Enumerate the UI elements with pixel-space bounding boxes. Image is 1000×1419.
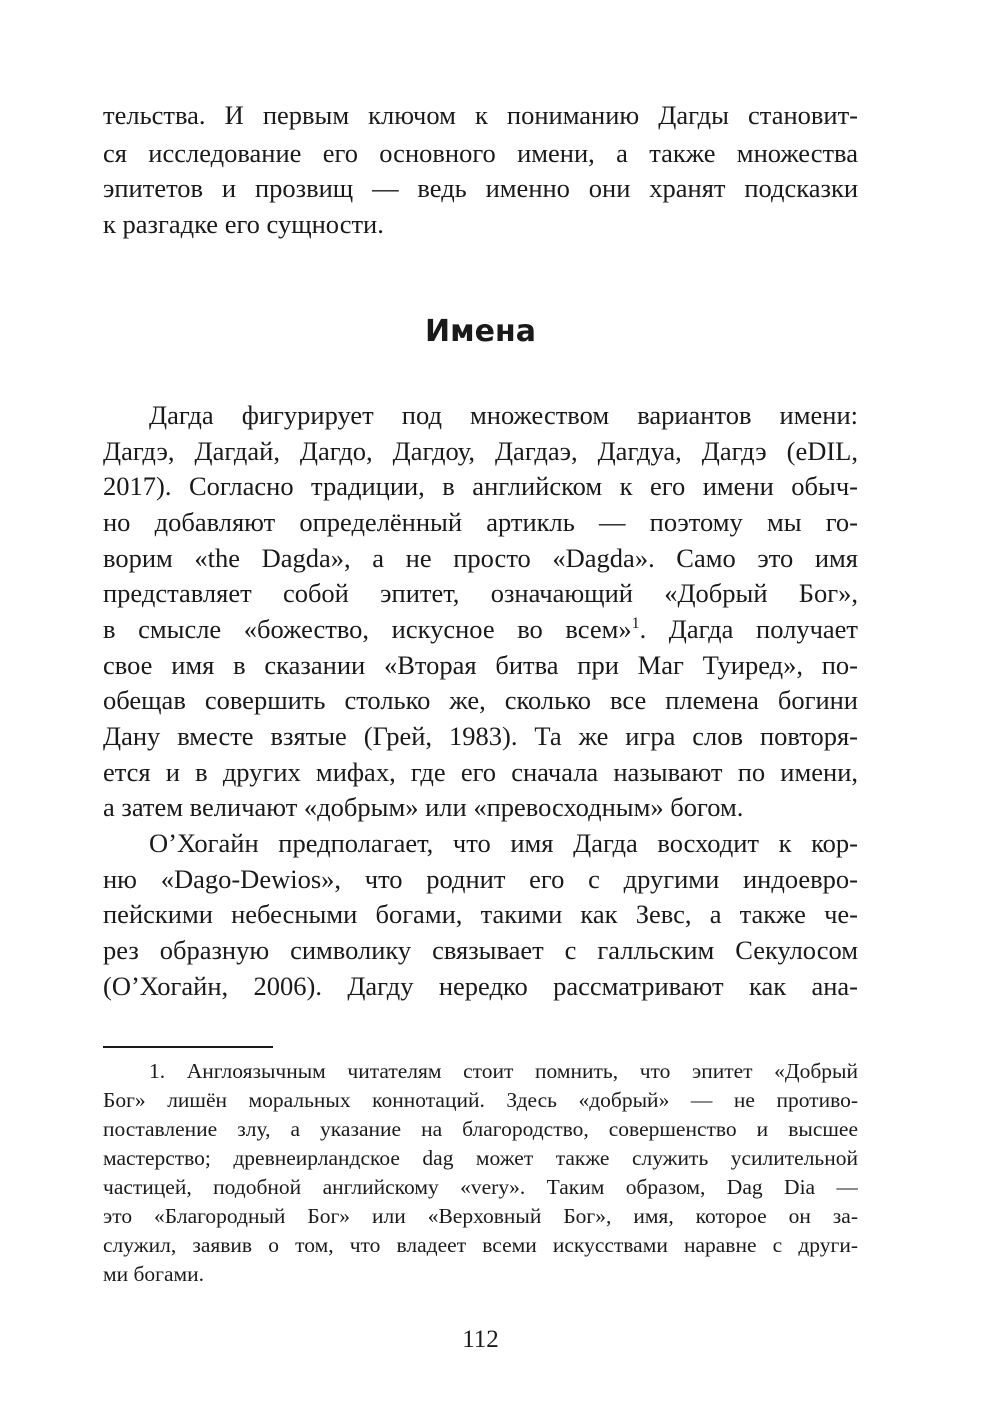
text-line: ется и в других мифах, где его сначала называют по имени, <box>103 757 858 787</box>
text-segment: . Дагда получает <box>639 614 858 644</box>
text-line-with-footnote-ref <box>103 610 858 648</box>
text-line: но добавляют определённый артикль — поэтому мы го- <box>103 507 858 537</box>
text-line: свое имя в сказании «Вторая битва при Маг Туиред», по- <box>103 650 858 680</box>
text-line: обещав совершить столько же, сколько все племена богини <box>103 685 858 715</box>
text-line: 2017). Согласно традиции, в английском к его имени обыч- <box>103 471 858 501</box>
footnote-line: 1. Англоязычным читателям стоит помнить, что эпитет «Добрый <box>149 1059 858 1083</box>
footnote-line: Бог» лишён моральных коннотаций. Здесь «добрый» — не противо- <box>103 1088 858 1112</box>
text-line: Дагда фигурирует под множеством вариантов имени: <box>149 400 858 430</box>
text-line: О’Хогайн предполагает, что имя Дагда восходит к кор- <box>149 828 858 858</box>
section-heading: Имена <box>425 314 536 349</box>
text-line: к разгадке его сущности. <box>103 209 384 239</box>
text-line: (О’Хогайн, 2006). Дагду нередко рассматривают как ана- <box>103 971 858 1001</box>
footnote-reference[interactable]: 1 <box>631 615 640 633</box>
page-number: 112 <box>462 1326 499 1353</box>
book-page <box>103 0 858 1419</box>
text-line: ся исследование его основного имени, а также множества <box>103 138 858 168</box>
text-line: ню «Dago-Dewios», что роднит его с другими индоевро- <box>103 864 858 894</box>
footnote-line: служил, заявив о том, что владеет всеми искусствами наравне с други- <box>103 1233 858 1257</box>
text-line: Дагдэ, Дагдай, Дагдо, Дагдоу, Дагдаэ, Дагдуа, Дагдэ (eDIL, <box>103 436 858 466</box>
footnote-line: ми богами. <box>103 1262 205 1286</box>
footnote-line: мастерство; древнеирландское dag может также служить усилительной <box>103 1146 858 1170</box>
text-line: пейскими небесными богами, такими как Зевс, а также че- <box>103 899 858 929</box>
text-line: а затем величают «добрым» или «превосходным» богом. <box>103 792 744 822</box>
text-line: эпитетов и прозвищ — ведь именно они хранят подсказки <box>103 173 858 203</box>
footnote-line: это «Благородный Бог» или «Верховный Бог», имя, которое он за- <box>103 1204 858 1228</box>
text-segment: в смысле «божество, искусное во всем» <box>103 614 632 644</box>
text-line: представляет собой эпитет, означающий «Добрый Бог», <box>103 578 858 608</box>
text-line: рез образную символику связывает с галльским Секулосом <box>103 935 858 965</box>
footnote-line: поставление злу, а указание на благородство, совершенство и высшее <box>103 1117 858 1141</box>
text-line: тельства. И первым ключом к пониманию Дагды становит- <box>103 100 858 130</box>
text-line: ворим «the Dagda», а не просто «Dagda». Само это имя <box>103 543 858 573</box>
footnote-divider <box>103 1046 273 1048</box>
footnote-line: частицей, подобной английскому «very». Таким образом, Dag Dia — <box>103 1175 858 1199</box>
text-line: Дану вместе взятые (Грей, 1983). Та же игра слов повторя- <box>103 721 858 751</box>
